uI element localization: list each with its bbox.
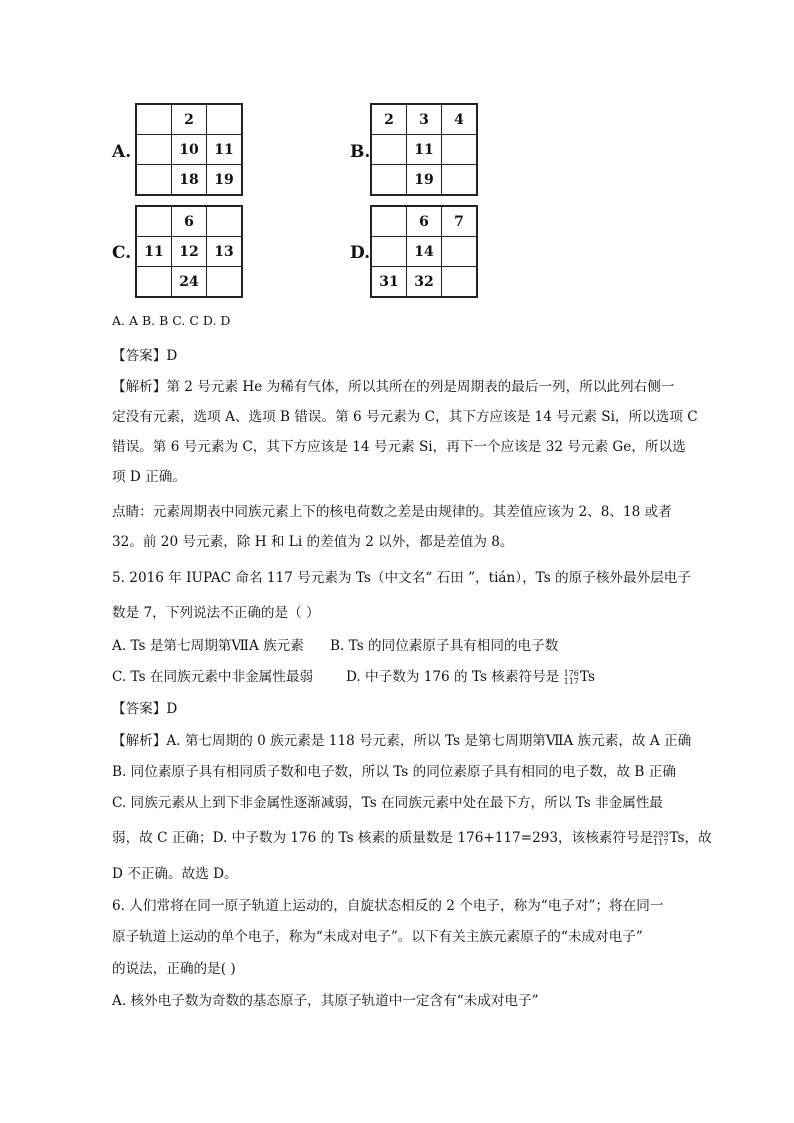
grid-cell: 2: [172, 104, 207, 135]
q5-option-d: [346, 665, 595, 686]
grid-cell: 6: [172, 206, 207, 237]
element-symbol: Ts: [579, 669, 595, 685]
grid-cell: [136, 104, 172, 135]
q5-explanation-line-3: C. 同族元素从上到下非金属性逐渐减弱，Ts 在同族元素中处在最下方，所以 Ts 非金属性最: [112, 795, 664, 811]
grid-cell: 12: [172, 237, 207, 267]
grid-cell: [371, 135, 407, 165]
q5-explanation-line-1: 【解析】A. 第七周期的 0 族元素是 118 号元素，所以 Ts 是第七周期第ⅦA 族元素，故 A 正确: [112, 733, 692, 749]
grid-cell: 10: [172, 135, 207, 165]
grid-cell: 7: [442, 206, 478, 237]
q5-stem-line-2: 数是 7，下列说法不正确的是（ ）: [112, 605, 320, 621]
option-c-letter: C.: [112, 243, 132, 263]
q4-explanation-line-1: 【解析】第 2 号元素 He 为稀有气体，所以其所在的列是周期表的最后一列，所以此列右侧一: [112, 379, 675, 395]
option-d-letter: D.: [350, 243, 371, 263]
q5-option-d-text: D. 中子数为 176 的 Ts 核素符号是: [346, 669, 560, 685]
grid-cell: 11: [407, 135, 442, 165]
grid-cell: 13: [207, 237, 243, 267]
q4-choices: A. A B. B C. C D. D: [112, 313, 231, 328]
grid-cell: 11: [136, 237, 172, 267]
grid-cell: 31: [371, 267, 407, 298]
grid-cell: [442, 165, 478, 196]
q6-stem-line-1: 6. 人们常将在同一原子轨道上运动的，自旋状态相反的 2 个电子，称为“电子对”；将在同一: [112, 898, 664, 914]
grid-cell: [371, 206, 407, 237]
grid-cell: 2: [371, 104, 407, 135]
nuclide-notation: [564, 670, 579, 686]
q4-tip-line-2: 32。前 20 号元素，除 H 和 Li 的差值为 2 以外，都是差值为 8。: [112, 534, 514, 550]
q4-explanation-line-3: 错误。第 6 号元素为 C，其下方应该是 14 号元素 Si，再下一个应该是 32 号元素 Ge，所以选: [112, 439, 686, 455]
q4-tip-line-1: 点睛：元素周期表中同族元素上下的核电荷数之差是由规律的。其差值应该为 2、8、18 或者: [112, 504, 672, 520]
q6-stem-line-2: 原子轨道上运动的单个电子，称为“未成对电子”。以下有关主族元素原子的“未成对电子”: [112, 929, 643, 945]
grid-cell: [371, 237, 407, 267]
option-a-letter: A.: [112, 142, 132, 162]
grid-cell: 18: [172, 165, 207, 196]
grid-cell: [136, 135, 172, 165]
grid-cell: [207, 104, 243, 135]
q4-explanation-line-2: 定没有元素，选项 A、选项 B 错误。第 6 号元素为 C，其下方应该是 14 号元素 Si，所以选项 C: [112, 409, 698, 425]
grid-cell: 19: [207, 165, 243, 196]
option-b-grid: [370, 103, 478, 196]
grid-cell: 11: [207, 135, 243, 165]
grid-cell: [136, 206, 172, 237]
q5-explanation-line-4: [112, 826, 712, 847]
mass-number: 293: [653, 829, 669, 839]
q5-explanation-text-end: Ts，故: [669, 830, 712, 846]
option-c-grid: [135, 205, 243, 298]
grid-cell: 4: [442, 104, 478, 135]
q5-option-c: C. Ts 在同族元素中非金属性最弱: [112, 669, 314, 685]
grid-cell: [207, 206, 243, 237]
grid-cell: [136, 267, 172, 298]
option-b-letter: B.: [350, 142, 371, 162]
q5-explanation-text: 弱，故 C 正确；D. 中子数为 176 的 Ts 核素的质量数是 176+117=293，该核素符号是: [112, 830, 654, 846]
grid-cell: [442, 135, 478, 165]
grid-cell: 3: [407, 104, 442, 135]
q6-option-a: A. 核外电子数为奇数的基态原子，其原子轨道中一定含有“未成对电子”: [112, 993, 539, 1009]
grid-cell: 24: [172, 267, 207, 298]
q6-stem-line-3: 的说法，正确的是( ): [112, 961, 236, 977]
q5-option-a: A. Ts 是第七周期第ⅦA 族元素: [112, 638, 304, 654]
q5-answer: 【答案】D: [112, 701, 178, 717]
atomic-number: 117: [653, 837, 669, 847]
nuclide-notation: [653, 831, 668, 847]
grid-cell: [207, 267, 243, 298]
grid-cell: [442, 237, 478, 267]
grid-cell: [371, 165, 407, 196]
grid-cell: 14: [407, 237, 442, 267]
q5-option-b: B. Ts 的同位素原子具有相同的电子数: [330, 638, 559, 654]
option-d-grid: [370, 205, 478, 298]
grid-cell: [442, 267, 478, 298]
q4-answer: 【答案】D: [112, 348, 178, 364]
atomic-number: 117: [563, 676, 579, 686]
q5-explanation-line-2: B. 同位素原子具有相同质子数和电子数，所以 Ts 的同位素原子具有相同的电子数，故 B 正确: [112, 764, 676, 780]
option-a-grid: [135, 103, 243, 196]
grid-cell: 6: [407, 206, 442, 237]
grid-cell: [136, 165, 172, 196]
grid-cell: 32: [407, 267, 442, 298]
q4-explanation-line-4: 项 D 正确。: [112, 469, 186, 485]
mass-number: 176: [563, 668, 579, 678]
grid-cell: 19: [407, 165, 442, 196]
q5-explanation-line-5: D 不正确。故选 D。: [112, 866, 238, 882]
q5-stem-line-1: 5. 2016 年 IUPAC 命名 117 号元素为 Ts（中文名“ 石田 ”，tián），Ts 的原子核外最外层电子: [112, 570, 691, 586]
